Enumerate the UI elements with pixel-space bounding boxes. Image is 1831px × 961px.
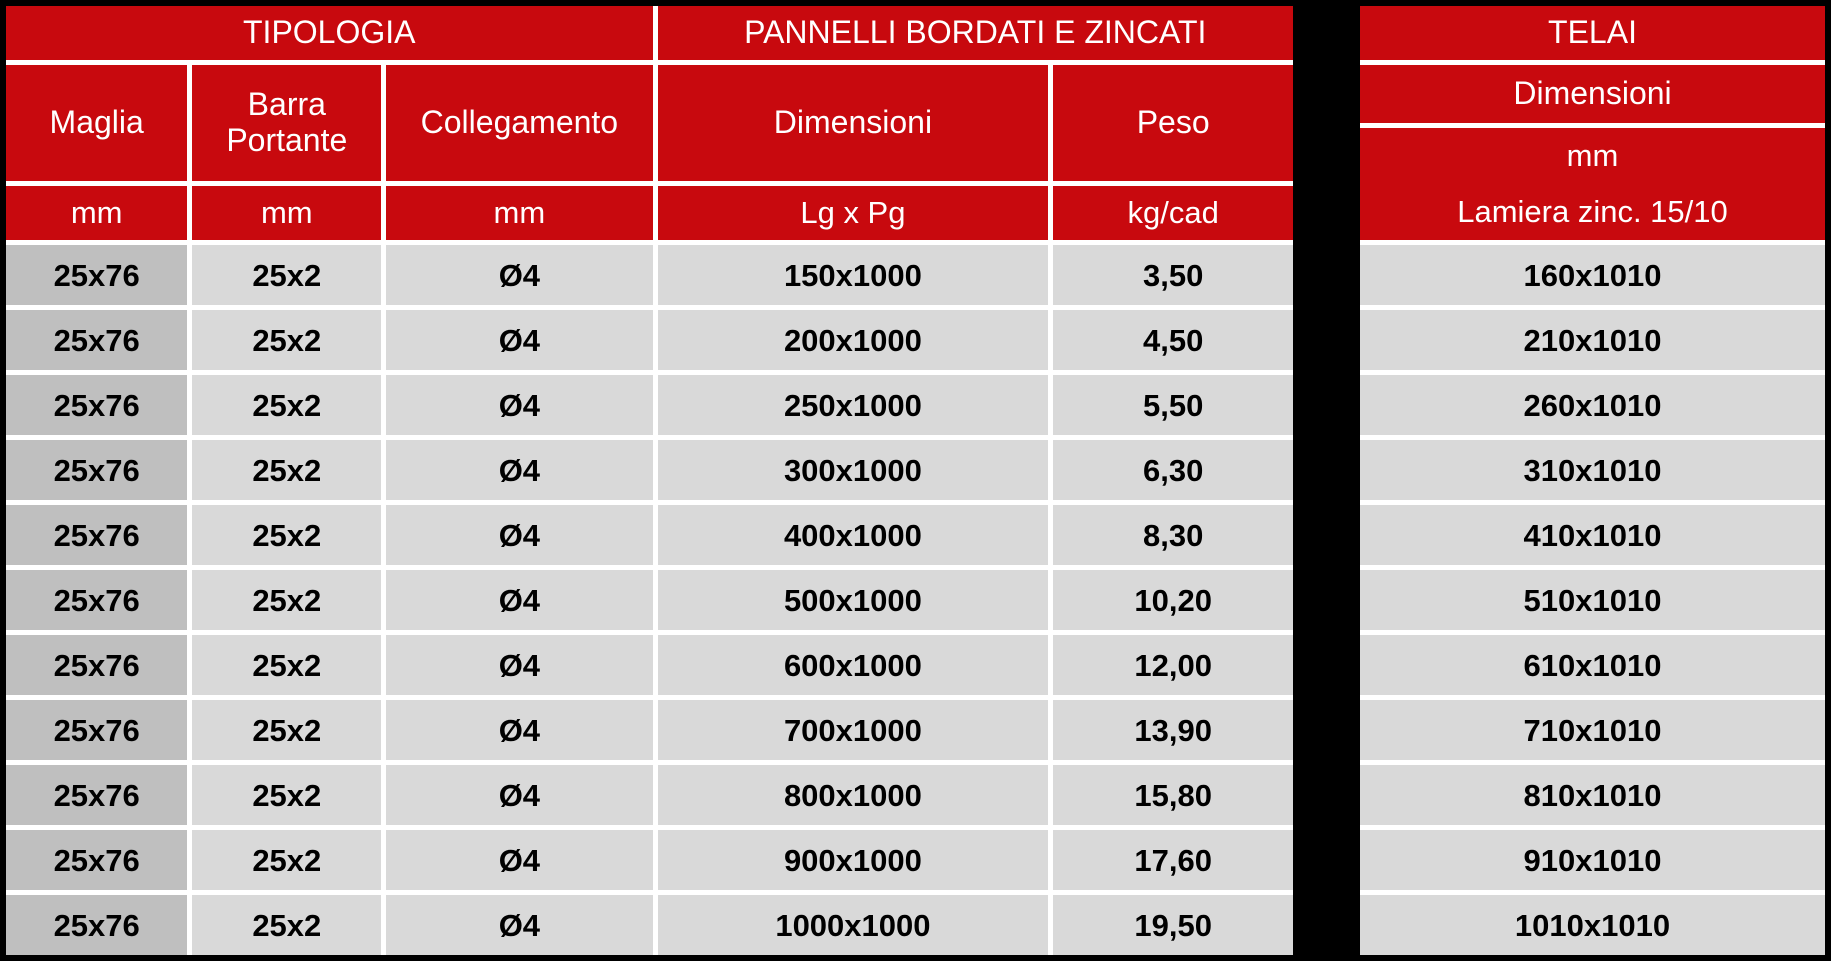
table-cell: 25x76 bbox=[3, 308, 190, 373]
column-header-dimensioni-telai: Dimensioni bbox=[1357, 63, 1828, 126]
table-row bbox=[3, 438, 1296, 503]
table-cell: 5,50 bbox=[1051, 373, 1296, 438]
table-cell: 25x76 bbox=[3, 373, 190, 438]
unit-telai-mm: mm bbox=[1566, 137, 1619, 173]
group-header-tipologia: TIPOLOGIA bbox=[3, 3, 655, 63]
table-row bbox=[3, 893, 1296, 959]
table-cell: 400x1000 bbox=[655, 503, 1051, 568]
table-cell: 25x2 bbox=[190, 893, 384, 959]
table-cell: 600x1000 bbox=[655, 633, 1051, 698]
left-table-units-row bbox=[3, 184, 1296, 243]
table-cell: 300x1000 bbox=[655, 438, 1051, 503]
table-cell: 310x1010 bbox=[1357, 438, 1828, 503]
table-cell: 15,80 bbox=[1051, 763, 1296, 828]
table-cell: 25x76 bbox=[3, 828, 190, 893]
table-cell: Ø4 bbox=[384, 828, 655, 893]
table-cell: 3,50 bbox=[1051, 243, 1296, 308]
table-cell: 17,60 bbox=[1051, 828, 1296, 893]
table-cell: 150x1000 bbox=[655, 243, 1051, 308]
left-table-header bbox=[3, 3, 1296, 243]
table-row bbox=[1357, 503, 1828, 568]
table-cell: 25x76 bbox=[3, 568, 190, 633]
table-row bbox=[3, 828, 1296, 893]
table-cell: Ø4 bbox=[384, 503, 655, 568]
table-cell: Ø4 bbox=[384, 893, 655, 959]
table-row bbox=[1357, 828, 1828, 893]
table-cell: Ø4 bbox=[384, 698, 655, 763]
table-cell: 25x2 bbox=[190, 568, 384, 633]
right-table-column-header-row bbox=[1357, 63, 1828, 126]
table-row bbox=[3, 373, 1296, 438]
table-cell: 25x76 bbox=[3, 763, 190, 828]
table-row bbox=[1357, 763, 1828, 828]
table-cell: Ø4 bbox=[384, 633, 655, 698]
table-cell: 25x2 bbox=[190, 633, 384, 698]
table-cell: 1010x1010 bbox=[1357, 893, 1828, 959]
table-cell: 410x1010 bbox=[1357, 503, 1828, 568]
table-cell: 1000x1000 bbox=[655, 893, 1051, 959]
left-table-title-row bbox=[3, 3, 1296, 63]
unit-collegamento: mm bbox=[384, 184, 655, 243]
column-header-maglia: Maglia bbox=[3, 63, 190, 184]
table-cell: 210x1010 bbox=[1357, 308, 1828, 373]
table-cell: 610x1010 bbox=[1357, 633, 1828, 698]
table-cell: Ø4 bbox=[384, 763, 655, 828]
table-cell: 25x76 bbox=[3, 893, 190, 959]
table-cell: 25x2 bbox=[190, 698, 384, 763]
table-cell: 25x2 bbox=[190, 373, 384, 438]
table-row bbox=[3, 698, 1296, 763]
column-header-peso: Peso bbox=[1051, 63, 1296, 184]
table-row bbox=[1357, 438, 1828, 503]
column-header-dimensioni: Dimensioni bbox=[655, 63, 1051, 184]
table-cell: 25x76 bbox=[3, 503, 190, 568]
table-row bbox=[1357, 698, 1828, 763]
table-cell: 6,30 bbox=[1051, 438, 1296, 503]
table-row bbox=[3, 763, 1296, 828]
left-table-column-header-row bbox=[3, 63, 1296, 184]
unit-telai-stack bbox=[1360, 128, 1825, 240]
group-header-pannelli: PANNELLI BORDATI E ZINCATI bbox=[655, 3, 1296, 63]
table-row bbox=[1357, 243, 1828, 308]
table-row bbox=[1357, 893, 1828, 959]
group-header-telai: TELAI bbox=[1357, 3, 1828, 63]
table-cell: Ø4 bbox=[384, 373, 655, 438]
table-cell: Ø4 bbox=[384, 438, 655, 503]
table-cell: 260x1010 bbox=[1357, 373, 1828, 438]
unit-maglia: mm bbox=[3, 184, 190, 243]
right-table-units-row bbox=[1357, 126, 1828, 243]
right-table-title-row bbox=[1357, 3, 1828, 63]
table-row bbox=[3, 308, 1296, 373]
unit-dimensioni: Lg x Pg bbox=[655, 184, 1051, 243]
table-row bbox=[3, 633, 1296, 698]
right-table-body bbox=[1357, 243, 1828, 959]
left-table-body bbox=[3, 243, 1296, 959]
table-cell: 25x2 bbox=[190, 438, 384, 503]
table-cell: 510x1010 bbox=[1357, 568, 1828, 633]
table-row bbox=[1357, 308, 1828, 373]
table-cell: 25x76 bbox=[3, 438, 190, 503]
unit-barra-portante: mm bbox=[190, 184, 384, 243]
right-table-header bbox=[1357, 3, 1828, 243]
table-cell: 160x1010 bbox=[1357, 243, 1828, 308]
table-cell: 700x1000 bbox=[655, 698, 1051, 763]
table-cell: 800x1000 bbox=[655, 763, 1051, 828]
table-cell: Ø4 bbox=[384, 243, 655, 308]
table-row bbox=[3, 568, 1296, 633]
table-cell: 4,50 bbox=[1051, 308, 1296, 373]
unit-telai bbox=[1357, 126, 1828, 243]
table-row bbox=[3, 243, 1296, 308]
table-cell: 200x1000 bbox=[655, 308, 1051, 373]
table-row bbox=[1357, 373, 1828, 438]
telai-table bbox=[1354, 0, 1831, 961]
unit-telai-lamiera: Lamiera zinc. 15/10 bbox=[1457, 193, 1728, 229]
table-row bbox=[3, 503, 1296, 568]
table-cell: 10,20 bbox=[1051, 568, 1296, 633]
table-cell: 25x2 bbox=[190, 828, 384, 893]
table-cell: 12,00 bbox=[1051, 633, 1296, 698]
table-cell: 25x2 bbox=[190, 243, 384, 308]
table-cell: Ø4 bbox=[384, 568, 655, 633]
table-row bbox=[1357, 633, 1828, 698]
table-cell: 710x1010 bbox=[1357, 698, 1828, 763]
table-cell: 900x1000 bbox=[655, 828, 1051, 893]
table-cell: 13,90 bbox=[1051, 698, 1296, 763]
column-header-barra-portante: Barra Portante bbox=[190, 63, 384, 184]
table-cell: 500x1000 bbox=[655, 568, 1051, 633]
table-cell: 25x76 bbox=[3, 633, 190, 698]
table-cell: 250x1000 bbox=[655, 373, 1051, 438]
table-cell: 8,30 bbox=[1051, 503, 1296, 568]
table-row bbox=[1357, 568, 1828, 633]
unit-peso: kg/cad bbox=[1051, 184, 1296, 243]
table-cell: 25x2 bbox=[190, 763, 384, 828]
table-cell: 25x76 bbox=[3, 698, 190, 763]
table-cell: 25x2 bbox=[190, 308, 384, 373]
table-cell: 25x2 bbox=[190, 503, 384, 568]
table-cell: 910x1010 bbox=[1357, 828, 1828, 893]
table-cell: 25x76 bbox=[3, 243, 190, 308]
table-cell: 810x1010 bbox=[1357, 763, 1828, 828]
table-cell: 19,50 bbox=[1051, 893, 1296, 959]
column-header-collegamento: Collegamento bbox=[384, 63, 655, 184]
table-cell: Ø4 bbox=[384, 308, 655, 373]
